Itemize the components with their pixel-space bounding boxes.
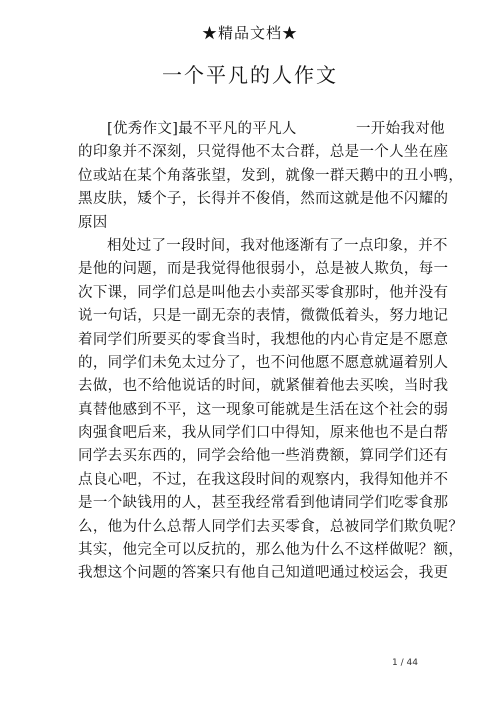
text-line: 黑 皮 肤 ， 矮 个 子 ， 长 得 并 不 俊 俏 ， 然 而 这 就 是 他 不 闪 耀 的 — [78, 191, 449, 208]
text-line: 原因 — [78, 214, 108, 231]
text-line: 次 下 课 ， 同 学 们 总 是 叫 他 去 小 卖 部 买 零 食 那 时 ， 他 并 没 有 — [78, 284, 449, 301]
text-line: 是 一 个 缺 钱 用 的 人 ， 甚 至 我 经 常 看 到 他 请 同 学 们 吃 零 食 那 — [78, 495, 449, 512]
document-title: 一个平凡的人作文 — [162, 63, 338, 87]
text-line: 是 他 的 问 题 ， 而 是 我 觉 得 他 很 弱 小 ， 总 是 被 人 欺 负 ， 每 一 — [78, 261, 449, 278]
document-body — [78, 118, 464, 586]
document-header: ★精品文档★ — [201, 24, 298, 42]
text-line: 真 替 他 感 到 不 平 ， 这 一 现 象 可 能 就 是 生 活 在 这 个 社 会 的 弱 — [78, 401, 449, 418]
text-line: [ 优 秀 作 文 ] 最 不 平 凡 的 平 凡 人 一 开 始 我 对 他 — [107, 121, 445, 137]
text-line: 肉 强 食 吧 后 来 ， 我 从 同 学 们 口 中 得 知 ， 原 来 他 也 不 是 白 帮 — [78, 425, 449, 442]
text-line: 其 实 ， 他 完 全 可 以 反 抗 的 ， 那 么 他 为 什 么 不 这 样 做 呢 ？ 额 ， — [78, 542, 464, 559]
text-line: 去 做 ， 也 不 给 他 说 话 的 时 间 ， 就 紧 催 着 他 去 买 唉 ， 当 时 我 — [78, 378, 449, 395]
text-line: 相 处 过 了 一 段 时 间 ， 我 对 他 逐 渐 有 了 一 点 印 象 ， 并 不 — [107, 237, 448, 254]
text-line: 的 印 象 并 不 深 刻 ， 只 觉 得 他 不 太 合 群 ， 总 是 一 个 人 坐 在 座 — [78, 144, 449, 161]
text-line: 我 想 这 个 问 题 的 答 案 只 有 他 自 己 知 道 吧 通 过 校 运 会 ， 我 更 — [78, 565, 449, 582]
text-line: 点 良 心 吧 ， 不 过 ， 在 我 这 段 时 间 的 观 察 内 ， 我 得 知 他 并 不 — [78, 471, 449, 488]
text-line: 同 学 去 买 东 西 的 ， 同 学 会 给 他 一 些 消 费 额 ， 算 同 学 们 还 有 — [78, 448, 449, 465]
text-line: 着 同 学 们 所 要 买 的 零 食 当 时 ， 我 想 他 的 内 心 肯 定 是 不 愿 意 — [78, 331, 449, 348]
text-line: 么 ， 他 为 什 么 总 帮 人 同 学 们 去 买 零 食 ， 总 被 同 学 们 欺 负 呢 ？ — [78, 518, 464, 535]
text-line: 位 或 站 在 某 个 角 落 张 望 ， 发 到 ， 就 像 一 群 天 鹅 中 的 丑 小 鸭 ， — [78, 167, 464, 184]
page-number: 1 / 44 — [392, 658, 418, 668]
text-line: 说 一 句 话 ， 只 是 一 副 无 奈 的 表 情 ， 微 微 低 着 头 ， 努 力 地 记 — [78, 308, 449, 325]
text-line: 的 ， 同 学 们 未 免 太 过 分 了 ， 也 不 问 他 愿 不 愿 意 就 逼 着 别 人 — [78, 354, 449, 371]
